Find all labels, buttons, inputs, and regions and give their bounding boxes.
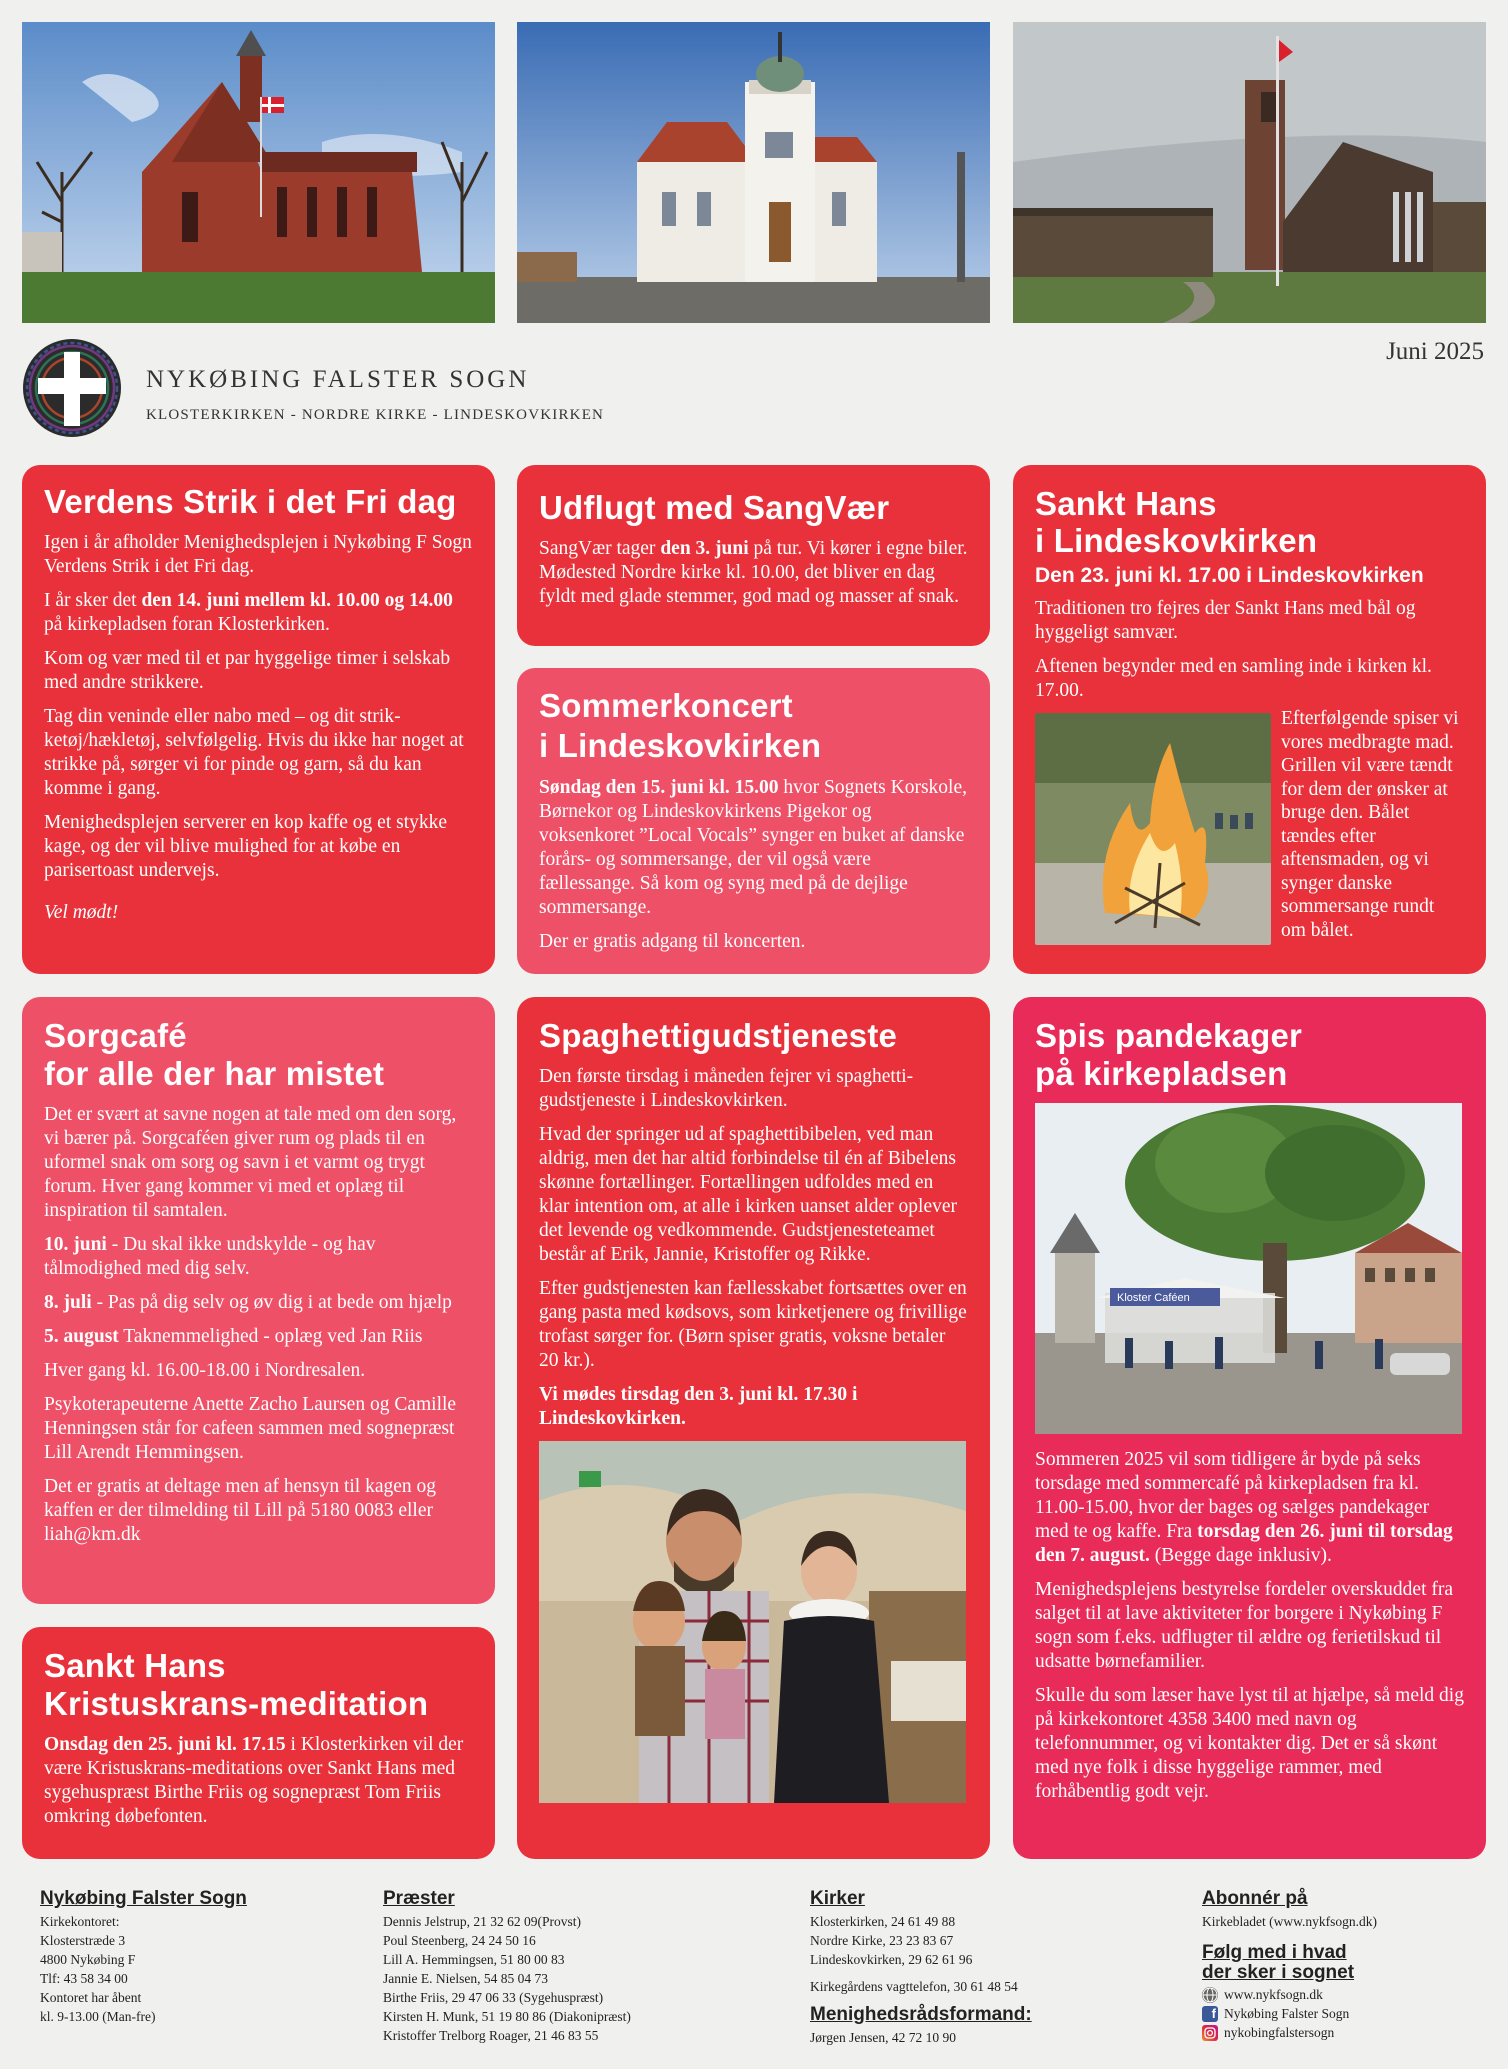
paragraph: Det er svært at savne nogen at tale med om den sorg, vi bærer på. Sorgcaféen giver rum og plads til en uformel snak om sorg og savn i et varmt og trygt forum. Hver gang kommer vi med et oplæg til inspiration til samtalen.: [44, 1104, 457, 1221]
paragraph: Søndag den 15. juni kl. 15.00 hvor Sognets Korskole, Børnekor og Lindeskovkirkens Pigekor og voksenkoret ”Local Vocals” synger en buket af danske forårs- og sommersange, der vil også være fællessange. Så kom og syng med på de dejlige sommersange.: [539, 777, 967, 918]
churches-subtitle: KLOSTERKIRKEN - NORDRE KIRKE - LINDESKOVKIRKEN: [146, 407, 605, 423]
footer-line: kl. 9-13.00 (Man-fre): [40, 2009, 156, 2024]
card-spaghetti: [517, 997, 990, 1859]
paragraph: Det er gratis at deltage men af hensyn til kagen og kaffen er der tilmelding til Lill på 5180 0083 eller liah@km.dk: [44, 1476, 437, 1545]
footer-line: Klosterstræde 3: [40, 1933, 126, 1948]
priest-line: Birthe Friis, 29 47 06 33 (Sygehuspræst): [383, 1990, 604, 2005]
footer-line: Kontoret har åbent: [40, 1990, 142, 2005]
footer-kirker: [810, 1888, 1170, 2047]
sign-off: Vel mødt!: [44, 902, 119, 923]
paragraph: Vi mødes tirsdag den 3. juni kl. 17.30 i Lindeskovkirken.: [539, 1384, 858, 1429]
paragraph: Traditionen tro fejres der Sankt Hans med bål og hyggeligt samvær.: [1035, 598, 1416, 643]
footer-sogn: [40, 1888, 360, 2026]
graveyard-phone: Kirkegårdens vagttelefon, 30 61 48 54: [810, 1979, 1018, 1994]
paragraph: Tag din veninde eller nabo med – og dit strikketøj/hækletøj, selvfølgelig. Hvis du ikke har noget at strikke på, sørger vi for pinde og garn, så du kan komme i gang.: [44, 706, 464, 799]
paragraph: Hvad der springer ud af spaghettibibelen, ved man aldrig, men det har altid forbindelse til én af Bibelens skønne fortællinger. Fortællingen udfoldes med en klar intention om, at alle i kirken uanset alder oplever det levende og vedkommende. Gudstjenesteteamet består af Erik, Jannie, Kristoffer og Rikke.: [539, 1124, 958, 1265]
paragraph: Hver gang kl. 16.00-18.00 i Nordresalen.: [44, 1360, 366, 1381]
card-udflugt: [517, 465, 990, 646]
priest-line: Poul Steenberg, 24 24 50 16: [383, 1933, 536, 1948]
paragraph-date: I år sker det den 14. juni mellem kl. 10.00 og 14.00 på kirkepladsen foran Klosterkirken.: [44, 590, 453, 635]
paragraph: SangVær tager den 3. juni på tur. Vi kører i egne biler. Mødested Nordre kirke kl. 10.00, det bliver en dag fyldt med glade stemmer, god mad og masser af snak.: [539, 538, 968, 607]
issue-date: Juni 2025: [1386, 338, 1484, 365]
session-2: 8. juli - Pas på dig selv og øv dig i at bede om hjælp: [44, 1292, 452, 1313]
paragraph: Skulle du som læser have lyst til at hjælpe, så meld dig på kirkekontoret 4358 3400 med navn og telefonnummer, og vi kontakter dig. Det er så skønt med nye folk i disse hyggelige rammer, med forhåbentlig godt vejr.: [1035, 1685, 1464, 1802]
cafe-sign: Kloster Caféen: [1117, 1292, 1190, 1304]
paragraph: Efterfølgende spiser vi vores medbragte mad. Grillen vil være tændt for dem der ønsker at bruge den. Bålet tændes efter aftensmaden, og vi synger danske sommersange rundt om bålet.: [1281, 708, 1459, 941]
church-line: Nordre Kirke, 23 23 83 67: [810, 1933, 954, 1948]
paragraph: Sommeren 2025 vil som tidligere år byde på seks torsdage med sommercafé på kirkepladsen fra kl. 11.00-15.00, hvor der bages og sælges pandekager med te og kaffe. Fra torsdag den 26. juni til torsdag den 7. august. (Begge dage inklusiv).: [1035, 1449, 1453, 1566]
priest-line: Jannie E. Nielsen, 54 85 04 73: [383, 1971, 548, 1986]
session-3: 5. august Taknemmelighed - oplæg ved Jan Riis: [44, 1326, 423, 1347]
priest-line: Kirsten H. Munk, 51 19 80 86 (Diakonipræst): [383, 2009, 631, 2024]
globe-icon: [1202, 1987, 1218, 2003]
subscribe-line: Kirkebladet (www.nykfsogn.dk): [1202, 1914, 1377, 1929]
instagram-icon: [1202, 2025, 1218, 2041]
footer-heading: Abonnér på: [1202, 1888, 1308, 1909]
paragraph: Menighedsplejen serverer en kop kaffe og et stykke kage, og der vil blive mulighed for at købe en parisertoast undervejs.: [44, 812, 448, 881]
church-line: Klosterkirken, 24 61 49 88: [810, 1914, 956, 1929]
footer-heading: Præster: [383, 1888, 455, 1909]
footer-abonner: [1202, 1888, 1492, 2042]
priest-line: Lill A. Hemmingsen, 51 80 00 83: [383, 1952, 565, 1967]
card-title: Sankt Hans Kristuskrans-meditation: [44, 1647, 429, 1722]
parish-name: NYKØBING FALSTER SOGN: [146, 366, 530, 393]
chair-line: Jørgen Jensen, 42 72 10 90: [810, 2030, 956, 2045]
cafe-photo: [1035, 1103, 1462, 1434]
event-date: Den 23. juni kl. 17.00 i Lindeskovkirken: [1035, 564, 1424, 587]
paragraph: Menighedsplejens bestyrelse fordeler overskuddet fra salget til at lave aktiviteter for borgere i Nykøbing F sogn som f.eks. udflugter til ældre og ferietilskud til udsatte børnefamilier.: [1035, 1579, 1454, 1672]
session-1: 10. juni - Du skal ikke undskylde - og hav tålmodighed med dig selv.: [44, 1234, 376, 1279]
card-sankt-hans: [1013, 465, 1486, 974]
parish-logo: [22, 338, 122, 438]
card-title: Spis pandekager på kirkepladsen: [1035, 1017, 1303, 1092]
card-title: Sommerkoncert i Lindeskovkirken: [539, 687, 822, 764]
card-sommerkoncert: [517, 668, 990, 974]
paragraph: Kom og vær med til et par hyggelige timer i selskab med andre strikkere.: [44, 648, 451, 693]
paragraph: Igen i år afholder Menighedsplejen i Nykøbing F Sogn Verdens Strik i det Fri dag.: [44, 532, 472, 577]
church-line: Lindeskovkirken, 29 62 61 96: [810, 1952, 973, 1967]
footer-heading: Følg med i hvad der sker i sognet: [1202, 1942, 1355, 1983]
paragraph: Den første tirsdag i måneden fejrer vi spaghettigudstjeneste i Lindeskovkirken.: [539, 1066, 914, 1111]
card-kristuskrans: [22, 1627, 495, 1859]
footer-heading: Menighedsrådsformand:: [810, 2004, 1032, 2025]
footer-heading: Nykøbing Falster Sogn: [40, 1888, 247, 1909]
card-title: Spaghettigudstjeneste: [539, 1017, 898, 1054]
footer-praester: [383, 1888, 783, 2045]
photo-nordre-kirke: [517, 22, 990, 323]
footer-heading: Kirker: [810, 1888, 865, 1909]
card-title: Udflugt med SangVær: [539, 489, 890, 526]
website-link[interactable]: www.nykfsogn.dk: [1202, 1985, 1492, 2004]
paragraph: Der er gratis adgang til koncerten.: [539, 931, 806, 952]
priest-line: Kristoffer Trelborg Roager, 21 46 83 55: [383, 2028, 599, 2043]
card-title: Sankt Hans i Lindeskovkirken: [1035, 485, 1318, 559]
paragraph: Efter gudstjenesten kan fællesskabet fortsættes over en gang pasta med kødsovs, som kirketjenere og frivillige trofast sørger for. (Børn spiser gratis, voksne betaler 20 kr.).: [539, 1278, 967, 1371]
photo-lindeskovkirken: [1013, 22, 1486, 323]
paragraph: Aftenen begynder med en samling inde i kirken kl. 17.00.: [1035, 656, 1432, 701]
card-verdens-strik: [22, 465, 495, 974]
footer-phone: Tlf: 43 58 34 00: [40, 1971, 128, 1986]
footer-line: Kirkekontoret:: [40, 1914, 120, 1929]
puppets-photo: [539, 1441, 966, 1803]
paragraph: Onsdag den 25. juni kl. 17.15 i Klosterkirken vil der være Kristuskrans-meditations over Sankt Hans med sygehuspræst Birthe Friis og sognepræst Tom Friis omkring døbefonten.: [44, 1734, 464, 1827]
bonfire-photo: [1035, 713, 1271, 945]
card-title: Sorgcafé for alle der har mistet: [44, 1017, 385, 1092]
priest-line: Dennis Jelstrup, 21 32 62 09(Provst): [383, 1914, 581, 1929]
facebook-link[interactable]: f Nykøbing Falster Sogn: [1202, 2004, 1492, 2023]
facebook-icon: f: [1202, 2006, 1218, 2022]
instagram-link[interactable]: nykobingfalstersogn: [1202, 2023, 1492, 2042]
card-title: Verdens Strik i det Fri dag: [44, 483, 457, 520]
card-sorgcafe: [22, 997, 495, 1604]
paragraph: Psykoterapeuterne Anette Zacho Laursen og Camille Henningsen står for cafeen sammen med sognepræst Lill Arendt Hemmingsen.: [44, 1394, 457, 1463]
photo-klosterkirken: [22, 22, 495, 323]
footer-line: 4800 Nykøbing F: [40, 1952, 136, 1967]
card-pandekager: [1013, 997, 1486, 1859]
